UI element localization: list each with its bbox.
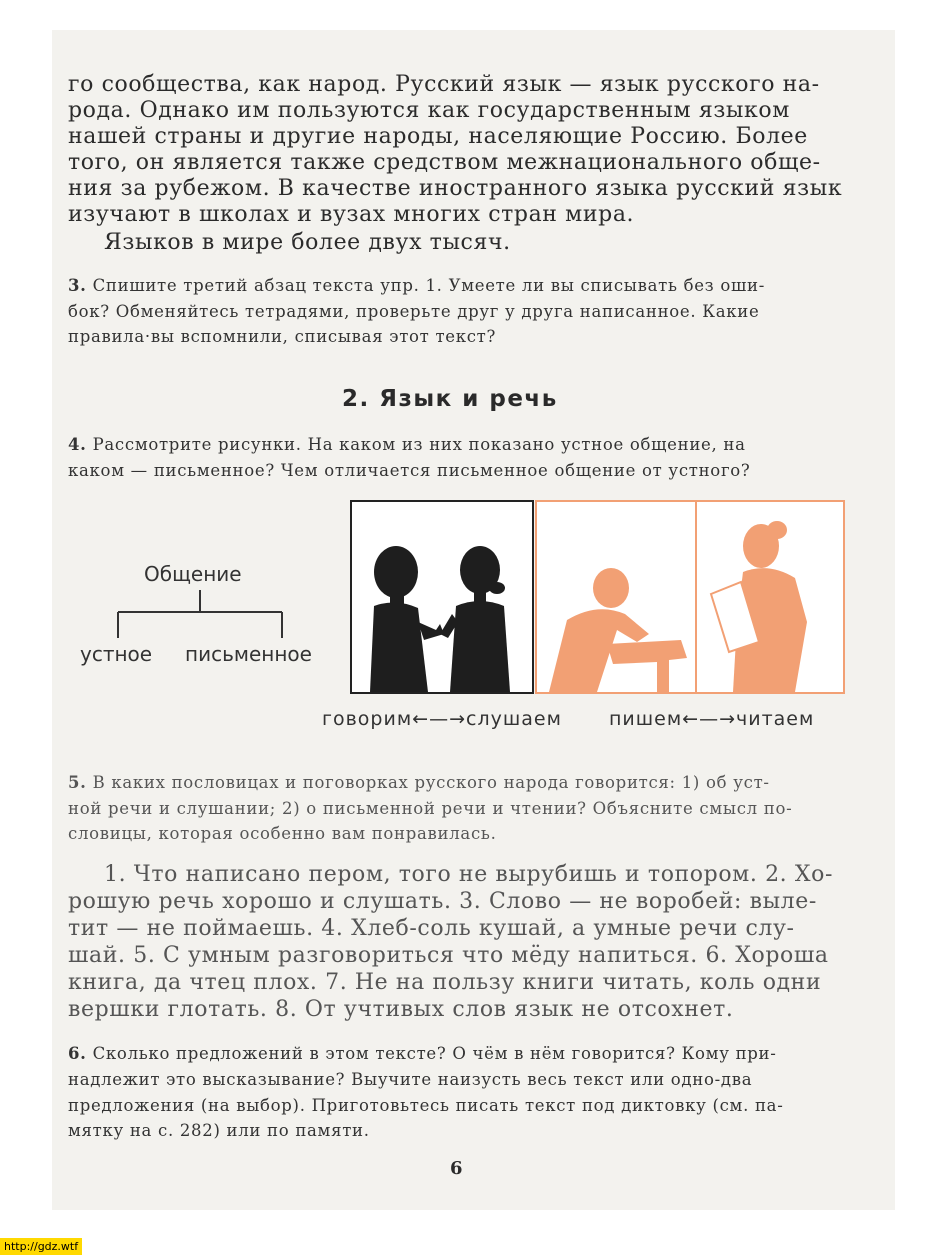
task-text: Сколько предложений в этом тексте? О чём в нём говорится? Кому при- [92, 1044, 777, 1063]
watermark-link[interactable]: http://gdz.wtf [0, 1238, 82, 1255]
diagram-root-label: Общение [144, 562, 242, 586]
diagram-written-label: письменное [185, 642, 312, 666]
task-line [68, 276, 765, 295]
task-text: Спишите третий абзац текста упр. 1. Умеете ли вы списывать без оши- [92, 276, 765, 295]
talking-children-silhouette [352, 502, 532, 692]
text-line: рошую речь хорошо и слушать. 3. Слово — не воробей: выле- [68, 889, 817, 914]
task-text: Рассмотрите рисунки. На каком из них показано устное общение, на [92, 435, 746, 454]
task-number: 3. [68, 276, 87, 295]
task-number: 4. [68, 435, 87, 454]
text-line: тит — не поймаешь. 4. Хлеб-соль кушай, а умные речи слу- [68, 916, 795, 941]
task-text: В каких пословицах и поговорках русского народа говорится: 1) об уст- [92, 773, 770, 792]
illustration-written-communication [535, 500, 845, 694]
text-line: изучают в школах и вузах многих стран мира. [68, 202, 635, 227]
text-line: Языков в мире более двух тысяч. [104, 230, 511, 255]
text-line: вершки глотать. 8. От учтивых слов язык не отсохнет. [68, 997, 734, 1022]
illustration-oral-communication [350, 500, 534, 694]
task-line [68, 435, 746, 454]
text-line: того, он является также средством межнационального обще- [68, 150, 821, 175]
text-line: 1. Что написано пером, того не вырубишь и топором. 2. Хо- [104, 862, 833, 887]
text-line: книга, да чтец плох. 7. Не на пользу книги читать, коль одни [68, 970, 822, 995]
text-line: нашей страны и другие народы, населяющие Россию. Более [68, 124, 808, 149]
task-line: ной речи и слушании; 2) о письменной речи и чтении? Объясните смысл по- [68, 799, 793, 818]
diagram-oral-label: устное [80, 642, 153, 666]
task-line [68, 1044, 777, 1063]
task-line: каком — письменное? Чем отличается письменное общение от устного? [68, 461, 751, 480]
task-line: мятку на с. 282) или по памяти. [68, 1121, 370, 1140]
text-line: ния за рубежом. В качестве иностранного языка русский язык [68, 176, 843, 201]
task-line: надлежит это высказывание? Выучите наизусть весь текст или одно-два [68, 1070, 753, 1089]
text-line: рода. Однако им пользуются как государственным языком [68, 98, 790, 123]
task-line: бок? Обменяйтесь тетрадями, проверьте друг у друга написанное. Какие [68, 302, 760, 321]
caption-write-read: пишем←—→читаем [609, 708, 815, 730]
task-number: 5. [68, 773, 87, 792]
text-line: го сообщества, как народ. Русский язык — язык русского на- [68, 72, 820, 97]
caption-speak-listen: говорим←—→слушаем [322, 708, 562, 730]
page-number: 6 [450, 1158, 463, 1179]
task-line [68, 773, 770, 792]
section-title: 2. Язык и речь [342, 386, 558, 412]
textbook-page [52, 30, 895, 1210]
task-line: предложения (на выбор). Приготовьтесь писать текст под диктовку (см. па- [68, 1096, 784, 1115]
diagram-connector-lines [112, 590, 312, 642]
task-number: 6. [68, 1044, 87, 1063]
text-line: шай. 5. С умным разговориться что мёду напиться. 6. Хороша [68, 943, 829, 968]
task-line: словицы, которая особенно вам понравилась. [68, 824, 497, 843]
writing-reading-silhouettes [537, 502, 843, 692]
task-line: правила·вы вспомнили, списывая этот текст? [68, 327, 497, 346]
